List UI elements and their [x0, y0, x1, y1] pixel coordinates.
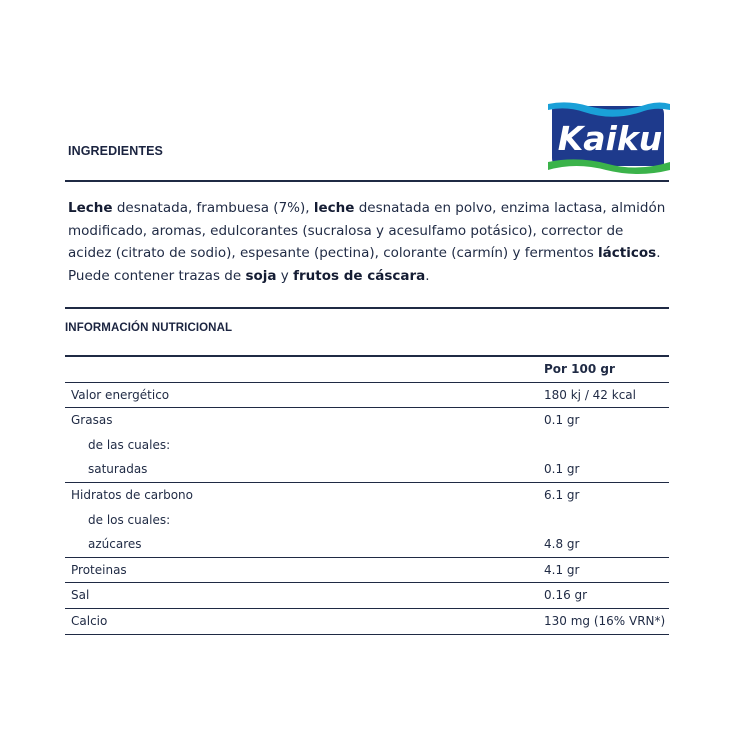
nutrition-row [65, 558, 669, 584]
nutrition-title: INFORMACIÓN NUTRICIONAL [65, 322, 233, 334]
nutrient-label: Hidratos de carbono [71, 487, 193, 502]
nutrient-label: de las cuales: [88, 437, 171, 452]
ingredient-allergen: Leche [68, 200, 113, 216]
logo-text: Kaiku [557, 119, 663, 158]
nutrient-value: 4.8 gr [544, 537, 580, 552]
nutrient-label: Valor energético [71, 387, 170, 402]
column-header: Por 100 gr [544, 362, 615, 376]
nutrition-row [65, 433, 669, 458]
ingredient-text-part: . Puede contener trazas de [68, 245, 661, 284]
ingredient-text-part: desnatada, frambuesa (7%), [112, 200, 314, 216]
ingredient-allergen: lácticos [598, 245, 657, 261]
nutrient-label: Grasas [71, 413, 113, 428]
ingredients-text [68, 197, 668, 287]
kaiku-logo [548, 100, 670, 174]
ingredients-top-rule [65, 180, 669, 182]
nutrition-row [65, 508, 669, 533]
nutrition-row [65, 483, 669, 508]
nutrient-label: saturadas [88, 462, 148, 477]
ingredient-allergen: leche [313, 200, 355, 216]
ingredients-bottom-rule [65, 307, 669, 309]
ingredient-text-part: . [425, 267, 430, 284]
nutrient-label: de los cuales: [88, 512, 171, 527]
nutrient-value: 130 mg (16% VRN*) [544, 613, 666, 628]
nutrient-label: Sal [71, 588, 90, 603]
ingredient-text-part: desnatada en polvo, enzima lactasa, almidón modificado, aromas, edulcorantes (sucralosa y acesulfamo potásico), corrector de acidez (citrato de sodio), espesante (pectina), colorante (carmín) y fermentos [68, 200, 666, 261]
nutrition-table [65, 357, 669, 635]
nutrient-value: 180 kj / 42 kcal [544, 387, 636, 402]
nutrition-row [65, 532, 669, 558]
nutrition-row [65, 457, 669, 483]
nutrient-label: Proteinas [71, 562, 127, 577]
nutrition-row [65, 383, 669, 409]
nutrient-value: 0.16 gr [544, 588, 588, 603]
nutrition-row [65, 609, 669, 635]
nutrition-header-row [65, 357, 669, 383]
nutrition-row [65, 408, 669, 433]
nutrition-row [65, 583, 669, 609]
nutrient-value: 0.1 gr [544, 413, 580, 428]
nutrient-value: 4.1 gr [544, 562, 580, 577]
ingredient-text-part: y [276, 267, 294, 284]
nutrient-value: 6.1 gr [544, 487, 580, 502]
ingredient-allergen: soja [245, 267, 277, 284]
nutrient-value: 0.1 gr [544, 462, 580, 477]
ingredients-title: INGREDIENTES [68, 144, 163, 158]
nutrient-label: Calcio [71, 613, 108, 628]
ingredient-allergen: frutos de cáscara [293, 267, 426, 284]
nutrient-label: azúcares [88, 537, 142, 552]
